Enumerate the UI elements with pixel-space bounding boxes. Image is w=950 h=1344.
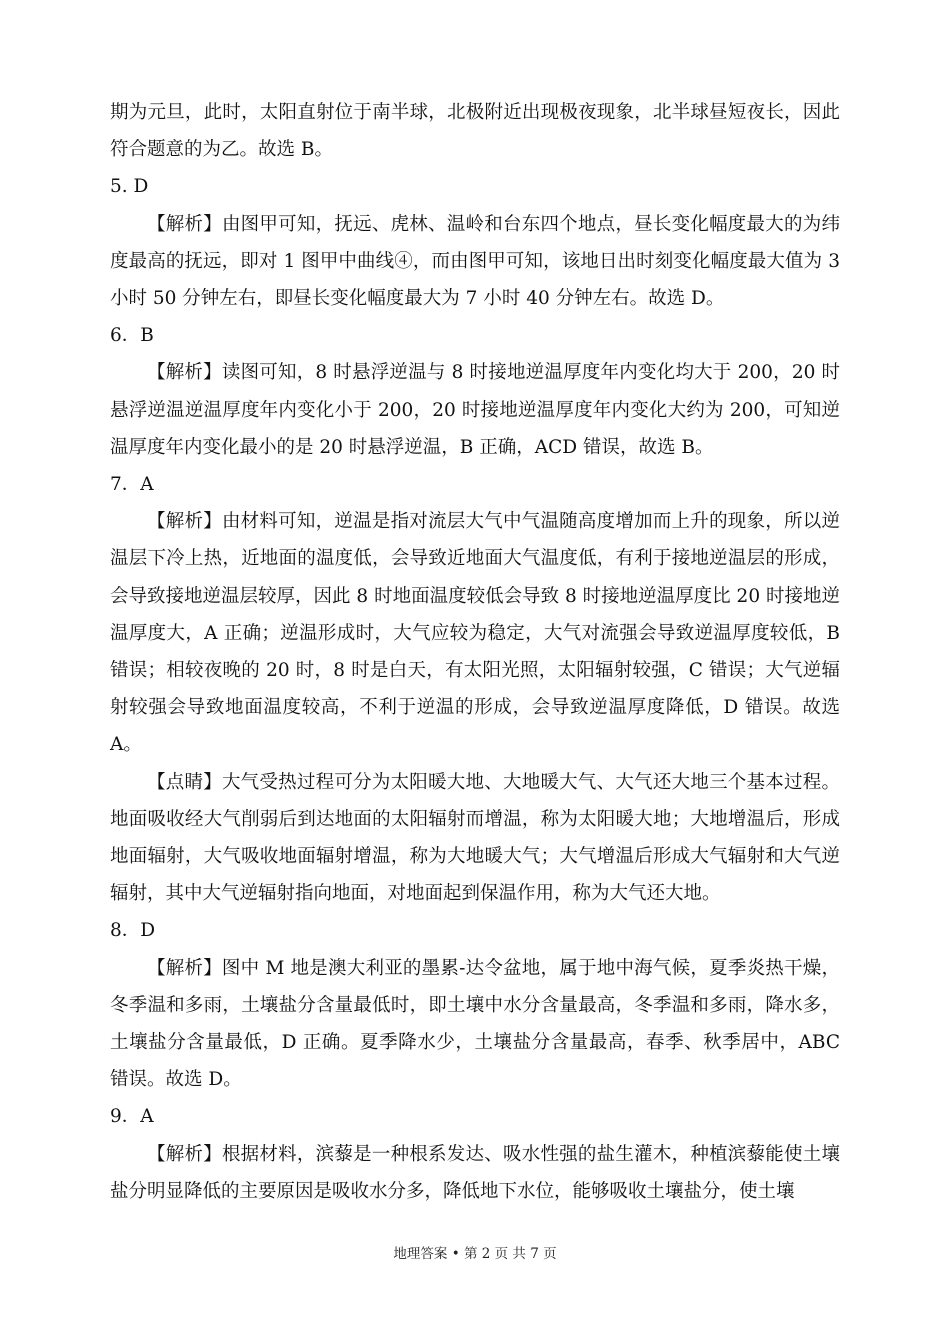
analysis-8: 【解析】图中 M 地是澳大利亚的墨累-达令盆地，属于地中海气候，夏季炎热干燥，冬季温和多雨，土壤盐分含量最低时，即土壤中水分含量最高，冬季温和多雨，降水多，土壤盐分含量最低，D 正确。夏季降水少，土壤盐分含量最高，春季、秋季居中，ABC 错误。故选 D。 (110, 957, 840, 1091)
analysis-7: 【解析】由材料可知，逆温是指对流层大气中气温随高度增加而上升的现象，所以逆温层下冷上热，近地面的温度低，会导致近地面大气温度低，有利于接地逆温层的形成，会导致接地逆温层较厚，因此 8 时地面温度较低会导致 8 时接地逆温厚度比 20 时接地逆温厚度大，A 正确；逆温形成时，大气应较为稳定，大气对流强会导致逆温厚度较低，B 错误；相较夜晚的 20 时，8 时是白天，有太阳光照，太阳辐射较强，C 错误；大气逆辐射较强会导致地面温度较高，不利于逆温的形成，会导致逆温厚度降低，D 错误。故选 A。 (110, 511, 840, 756)
answer-8: 8．D (110, 920, 156, 942)
continued-paragraph: 期为元旦，此时，太阳直射位于南半球，北极附近出现极夜现象，北半球昼短夜长，因此符合题意的为乙。故选 B。 (110, 102, 840, 161)
answer-document-body (110, 94, 840, 1210)
answer-9: 9．A (110, 1106, 154, 1128)
answer-6: 6．B (110, 325, 154, 347)
answer-5: 5. D (110, 176, 149, 198)
key-point-7: 【点睛】大气受热过程可分为太阳暖大地、大地暖大气、大气还大地三个基本过程。地面吸收经大气削弱后到达地面的太阳辐射而增温，称为太阳暖大地；大地增温后，形成地面辐射，大气吸收地面辐射增温，称为大地暖大气；大气增温后形成大气辐射和大气逆辐射，其中大气逆辐射指向地面，对地面起到保温作用，称为大气还大地。 (110, 771, 840, 905)
analysis-6: 【解析】读图可知，8 时悬浮逆温与 8 时接地逆温厚度年内变化均大于 200，20 时悬浮逆温逆温厚度年内变化小于 200，20 时接地逆温厚度年内变化大约为 200，可知逆温厚度年内变化最小的是 20 时悬浮逆温，B 正确，ACD 错误，故选 B。 (110, 362, 840, 458)
answer-7: 7．A (110, 474, 154, 496)
analysis-5: 【解析】由图甲可知，抚远、虎林、温岭和台东四个地点，昼长变化幅度最大的为纬度最高的抚远，即对 1 图甲中曲线④，而由图甲可知，该地日出时刻变化幅度最大值为 3 小时 50 分钟左右，即昼长变化幅度最大为 7 小时 40 分钟左右。故选 D。 (110, 213, 840, 310)
analysis-9: 【解析】根据材料，滨藜是一种根系发达、吸水性强的盐生灌木，种植滨藜能使土壤盐分明显降低的主要原因是吸收水分多，降低地下水位，能够吸收土壤盐分，使土壤 (110, 1143, 840, 1202)
page-footer: 地理答案 • 第 2 页 共 7 页 (393, 1246, 557, 1262)
